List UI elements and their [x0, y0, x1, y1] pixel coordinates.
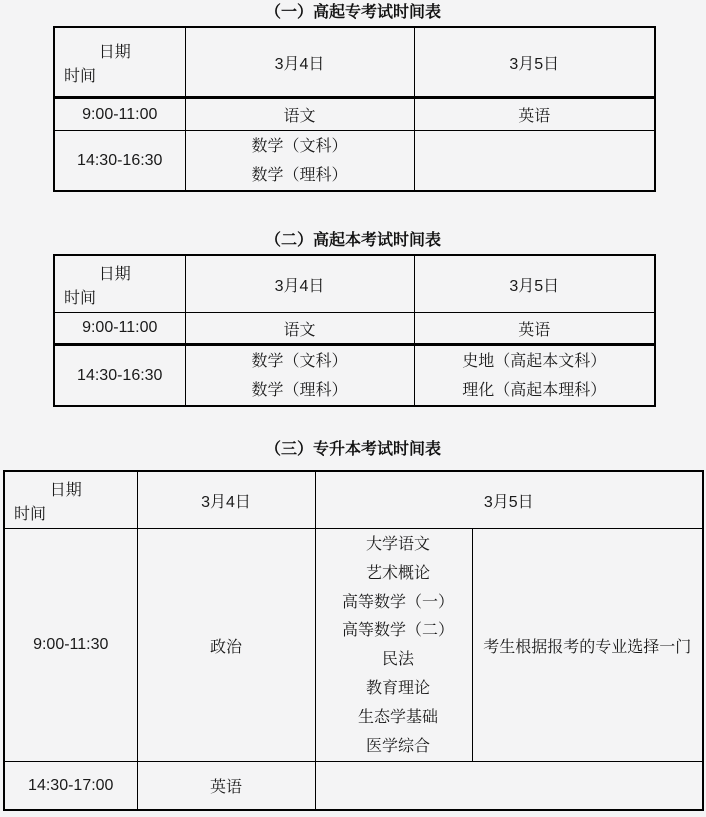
subject-cell: [414, 345, 655, 407]
subject-item: 生态学基础: [357, 708, 438, 726]
time-cell: 14:30-17:00: [4, 762, 137, 811]
table-header-row: [4, 471, 703, 529]
date-label: 日期: [98, 266, 131, 283]
subject-item: 民法: [381, 651, 414, 669]
time-cell: 14:30-16:30: [54, 345, 185, 407]
subject-line: 数学（文科）: [251, 137, 348, 155]
subject-item: 教育理论: [365, 679, 430, 697]
subject-cell: 政治: [137, 529, 315, 762]
schedule-table-gaoqiben: [53, 254, 656, 407]
subject-cell: 英语: [137, 762, 315, 811]
table-header-row: [54, 27, 655, 98]
subject-item: 高等数学（一）: [341, 593, 454, 611]
subject-line: 理化（高起本理科）: [462, 381, 607, 399]
subject-item: 医学综合: [365, 737, 430, 755]
corner-cell: [54, 255, 185, 313]
table3-title: （三）专升本考试时间表: [264, 441, 441, 458]
time-label: 时间: [64, 68, 97, 85]
corner-cell: [4, 471, 137, 529]
table-row: [54, 98, 655, 131]
table2-title: （二）高起本考试时间表: [264, 232, 441, 249]
subject-cell: 英语: [414, 98, 655, 131]
subject-line: 数学（理科）: [251, 166, 348, 184]
subject-item: 大学语文: [365, 536, 430, 553]
time-label: 时间: [64, 290, 97, 307]
elective-subjects-cell: [315, 529, 472, 762]
time-cell: 14:30-16:30: [54, 131, 185, 192]
date-column-header: 3月5日: [414, 255, 655, 313]
date-column-header: 3月4日: [185, 255, 414, 313]
date-column-header: 3月4日: [185, 27, 414, 98]
date-column-header: 3月4日: [137, 471, 315, 529]
table-header-row: [54, 255, 655, 313]
subjects-list: [316, 529, 472, 761]
time-label: 时间: [14, 506, 47, 523]
empty-cell: [315, 762, 703, 811]
table-row: [4, 529, 703, 762]
time-cell: 9:00-11:00: [54, 98, 185, 131]
date-label: 日期: [98, 44, 131, 61]
note-cell: 考生根据报考的专业选择一门: [472, 529, 703, 762]
time-cell: 9:00-11:00: [54, 313, 185, 345]
empty-cell: [414, 131, 655, 192]
subject-item: 高等数学（二）: [341, 622, 454, 640]
subject-cell: 语文: [185, 313, 414, 345]
subject-cell: 语文: [185, 98, 414, 131]
date-column-header: 3月5日: [414, 27, 655, 98]
subject-cell: 英语: [414, 313, 655, 345]
table-row: [54, 345, 655, 407]
subject-cell: [185, 345, 414, 407]
corner-cell: [54, 27, 185, 98]
date-column-header: 3月5日: [315, 471, 703, 529]
subject-line: 数学（理科）: [251, 381, 348, 399]
table-row: [54, 131, 655, 192]
date-label: 日期: [49, 482, 82, 499]
table1-title: （一）高起专考试时间表: [264, 4, 441, 21]
table-row: [54, 313, 655, 345]
schedule-table-gaoqizhuan: [53, 26, 656, 192]
subject-line: 史地（高起本文科）: [462, 352, 607, 370]
table-row: [4, 762, 703, 811]
schedule-table-zhuanshengben: [3, 470, 704, 811]
subject-cell: [185, 131, 414, 192]
subject-line: 数学（文科）: [251, 352, 348, 370]
subject-item: 艺术概论: [365, 564, 430, 582]
time-cell: 9:00-11:30: [4, 529, 137, 762]
